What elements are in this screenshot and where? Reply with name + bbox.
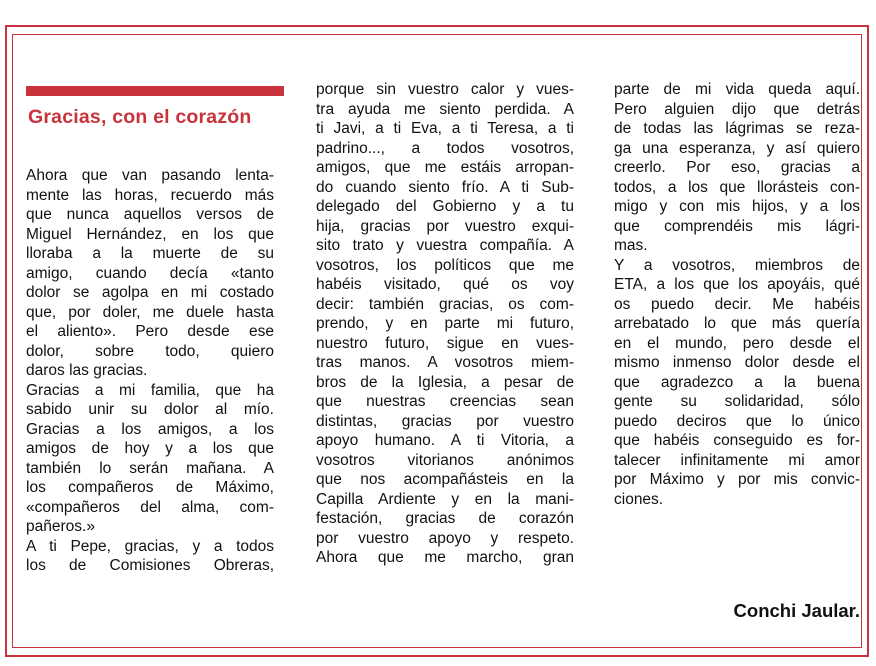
- text-line: pañeros.»: [26, 518, 95, 535]
- text-line: ti Javi, a ti Eva, a ti Teresa, a ti: [316, 120, 574, 137]
- text-line: por vuestro apoyo y respeto.: [316, 529, 574, 547]
- text-column-3: [614, 80, 860, 509]
- text-line: Gracias a los amigos, a los: [26, 420, 274, 438]
- text-line: habéis visitado, qué os voy: [316, 276, 574, 293]
- text-line: amigo, cuando decía «tanto: [26, 264, 274, 282]
- text-line: puedo deciros que lo único: [614, 412, 860, 430]
- text-line: el aliento». Pero desde ese: [26, 323, 274, 340]
- article-headline: Gracias, con el corazón: [28, 106, 252, 128]
- author-signature: Conchi Jaular.: [733, 600, 860, 621]
- text-line: que habéis conseguido es for-: [614, 432, 860, 449]
- text-line: que nos acompañásteis en la: [316, 471, 574, 488]
- text-line: amigos, que me estáis arropan-: [316, 159, 574, 176]
- text-line: tras manos. A vosotros miem-: [316, 354, 574, 371]
- text-line: tra ayuda me siento perdida. A: [316, 100, 574, 118]
- text-line: talecer infinitamente mi amor: [614, 451, 860, 469]
- text-line: sabido unir su dolor al mío.: [26, 401, 274, 418]
- text-line: arrebatado lo que más quería: [614, 315, 860, 332]
- text-line: mente las horas, recuerdo más: [26, 186, 274, 204]
- text-line: de todas las lágrimas se reza-: [614, 120, 860, 137]
- text-line: que nuestras creencias sean: [316, 393, 574, 410]
- text-line: gente su solidaridad, sólo: [614, 393, 860, 410]
- text-line: migo y con mis hijos, y a los: [614, 198, 860, 215]
- text-line: que comprendéis mis lágri-: [614, 217, 860, 235]
- text-line: A ti Pepe, gracias, y a todos: [26, 537, 274, 555]
- text-line: Miguel Hernández, en los que: [26, 225, 274, 243]
- text-line: dolor se agolpa en mi costado: [26, 284, 274, 301]
- text-line: parte de mi vida queda aquí.: [614, 81, 860, 98]
- text-column-2: [316, 80, 574, 568]
- text-column-1: [26, 166, 274, 576]
- text-line: Capilla Ardiente y en la mani-: [316, 490, 574, 508]
- text-line: prendo, y en parte mi futuro,: [316, 315, 574, 332]
- text-line: mas.: [614, 237, 648, 254]
- text-line: Gracias a mi familia, que ha: [26, 381, 274, 399]
- text-line: apoyo humano. A ti Vitoria, a: [316, 432, 574, 449]
- text-line: todos, a los que llorásteis con-: [614, 178, 860, 196]
- text-line: en el mundo, pero desde el: [614, 334, 860, 352]
- text-line: que nunca aquellos versos de: [26, 206, 274, 223]
- text-line: padrino..., a todos vosotros,: [316, 139, 574, 157]
- text-line: bros de la Iglesia, a pesar de: [316, 373, 574, 391]
- text-line: ETA, a los que los apoyáis, qué: [614, 276, 860, 293]
- text-line: lloraba a la muerte de su: [26, 245, 274, 262]
- text-line: distintas, gracias por vuestro: [316, 412, 574, 430]
- text-line: vosotros vitorianos anónimos: [316, 451, 574, 469]
- text-line: sito trato y vuestra compañía. A: [316, 237, 574, 254]
- text-line: delegado del Gobierno y a tu: [316, 198, 574, 215]
- text-line: mismo inmenso dolor desde el: [614, 354, 860, 371]
- text-line: nuestro futuro, sigue en vues-: [316, 334, 574, 352]
- text-line: ciones.: [614, 490, 664, 508]
- text-line: los compañeros de Máximo,: [26, 479, 274, 496]
- text-line: creerlo. Por eso, gracias a: [614, 159, 860, 176]
- text-line: Y a vosotros, miembros de: [614, 256, 860, 274]
- text-line: dolor, sobre todo, quiero: [26, 342, 274, 360]
- text-line: por Máximo y por mis convic-: [614, 471, 860, 488]
- text-line: ga una esperanza, y así quiero: [614, 139, 860, 157]
- text-line: decir: también gracias, os com-: [316, 295, 574, 313]
- text-line: daros las gracias.: [26, 362, 148, 379]
- text-line: porque sin vuestro calor y vues-: [316, 81, 574, 98]
- text-line: también lo serán mañana. A: [26, 459, 274, 477]
- text-line: que agradezco a la buena: [614, 373, 860, 391]
- text-line: do cuando siento frío. A ti Sub-: [316, 178, 574, 196]
- text-line: Ahora que me marcho, gran: [316, 549, 574, 566]
- text-line: hija, gracias por vuestro exqui-: [316, 217, 574, 235]
- text-line: Ahora que van pasando lenta-: [26, 167, 274, 184]
- headline-accent-bar: [26, 86, 284, 96]
- text-line: que, por doler, me duele hasta: [26, 303, 274, 321]
- text-line: festación, gracias de corazón: [316, 510, 574, 527]
- text-line: «compañeros del alma, com-: [26, 498, 274, 516]
- text-line: Pero alguien dijo que detrás: [614, 100, 860, 118]
- text-line: amigos de hoy y a los que: [26, 440, 274, 457]
- text-line: vosotros, los políticos que me: [316, 256, 574, 274]
- text-line: os puedo decir. Me habéis: [614, 295, 860, 313]
- text-line: los de Comisiones Obreras,: [26, 557, 274, 574]
